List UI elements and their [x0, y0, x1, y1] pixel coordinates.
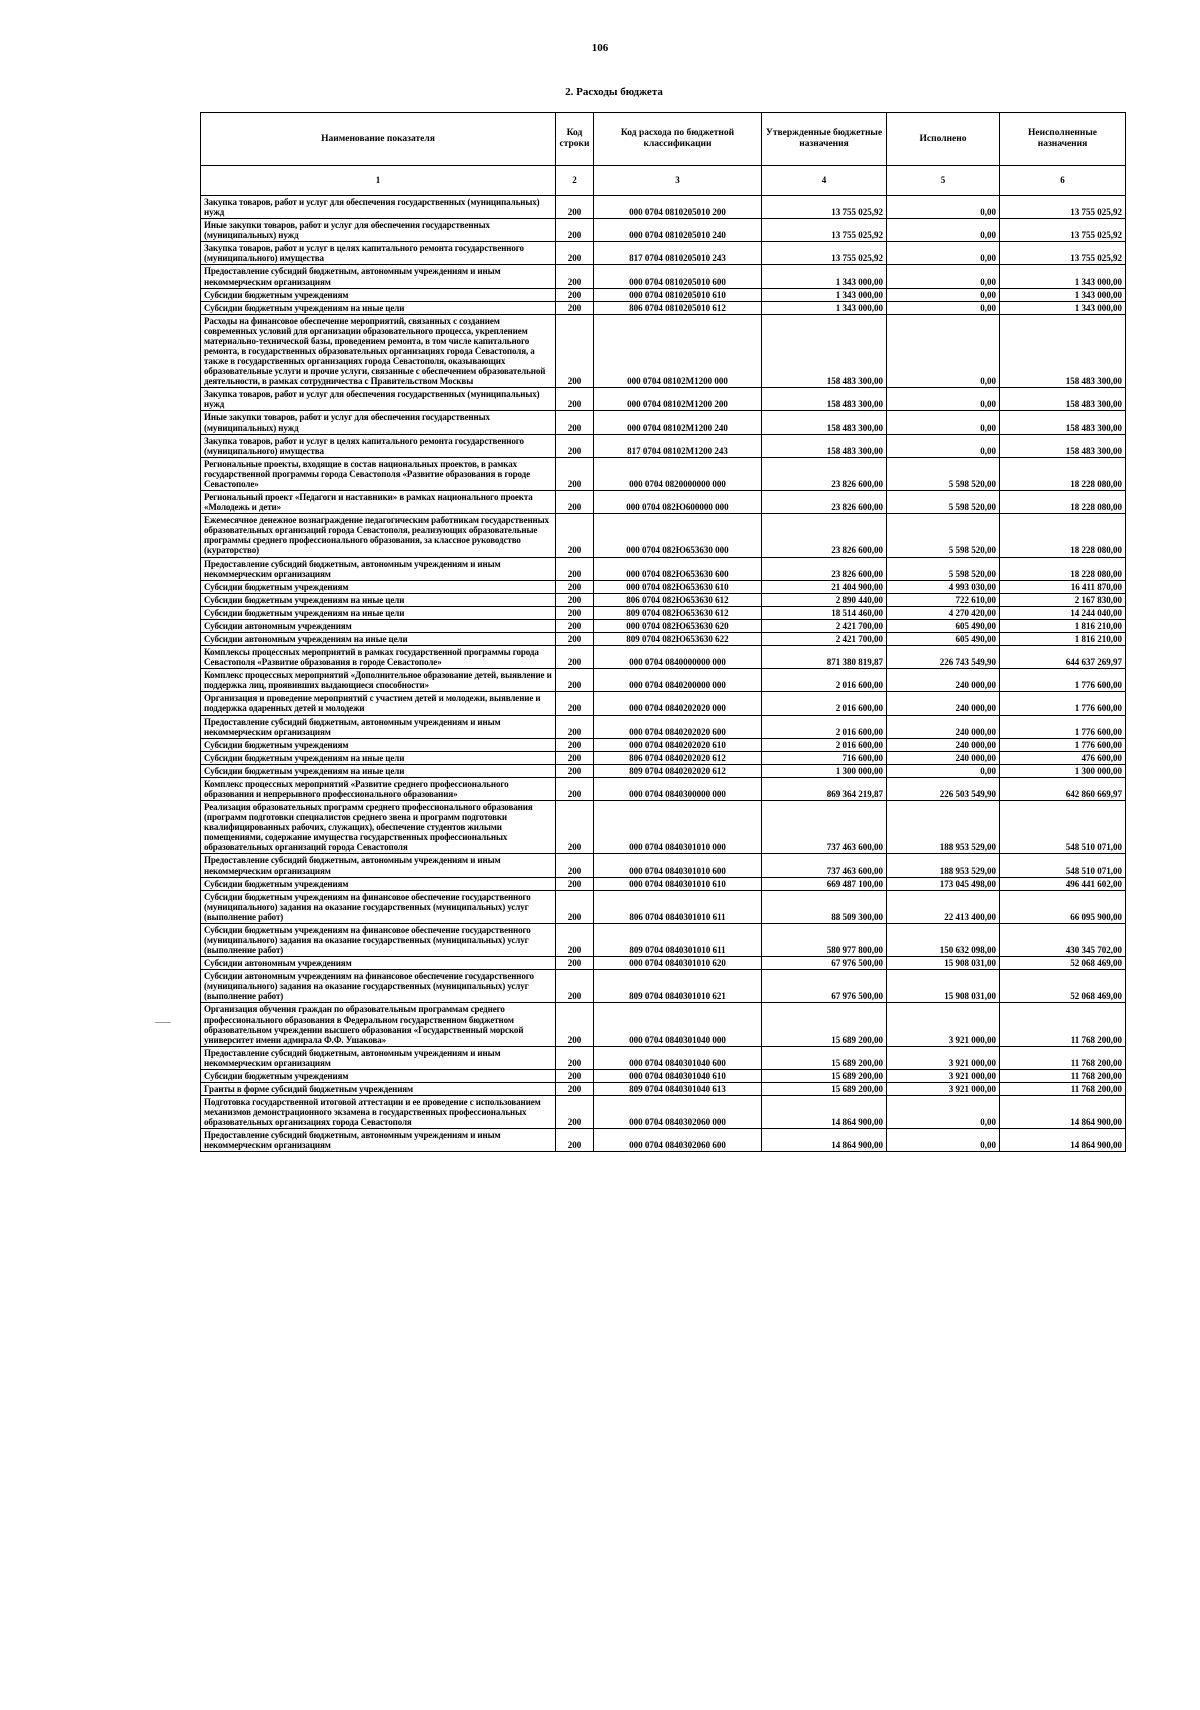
row-budget-code: 000 0704 0820000000 000	[594, 457, 762, 490]
row-budget-code: 809 0704 0840202020 612	[594, 764, 762, 777]
row-name: Подготовка государственной итоговой аттестации и ее проведение с использованием механизмов демонстрационного экзамена в государственных профессиональных образовательных организациях города Севастополя	[201, 1096, 556, 1129]
header-name: Наименование показателя	[201, 113, 556, 166]
row-unexecuted-amount: 52 068 469,00	[1000, 957, 1126, 970]
row-name: Иные закупки товаров, работ и услуг для обеспечения государственных (муниципальных) нужд	[201, 411, 556, 434]
row-approved-amount: 1 343 000,00	[762, 301, 887, 314]
table-row	[201, 619, 1126, 632]
row-name: Субсидии бюджетным учреждениям	[201, 1069, 556, 1082]
row-unexecuted-amount: 1 343 000,00	[1000, 265, 1126, 288]
row-budget-code: 000 0704 0840301010 610	[594, 877, 762, 890]
row-name: Субсидии автономным учреждениям на иные цели	[201, 632, 556, 645]
row-unexecuted-amount: 158 483 300,00	[1000, 411, 1126, 434]
column-number: 5	[887, 166, 1000, 196]
row-unexecuted-amount: 66 095 900,00	[1000, 890, 1126, 923]
row-line-code: 200	[556, 646, 594, 669]
row-name: Организация обучения граждан по образовательным программам среднего профессионального образования в Федеральном государственном бюджетном образовательном учреждении высшего образования «Государственный морской университет имени адмирала Ф.Ф. Ушакова»	[201, 1003, 556, 1046]
row-approved-amount: 15 689 200,00	[762, 1083, 887, 1096]
row-name: Субсидии бюджетным учреждениям	[201, 288, 556, 301]
row-approved-amount: 1 343 000,00	[762, 265, 887, 288]
row-line-code: 200	[556, 288, 594, 301]
row-budget-code: 809 0704 0840301010 611	[594, 923, 762, 956]
row-executed-amount: 0,00	[887, 219, 1000, 242]
row-budget-code: 000 0704 08102М1200 000	[594, 314, 762, 388]
row-budget-code: 000 0704 0840202020 600	[594, 715, 762, 738]
row-line-code: 200	[556, 514, 594, 557]
row-name: Иные закупки товаров, работ и услуг для обеспечения государственных (муниципальных) нужд	[201, 219, 556, 242]
row-line-code: 200	[556, 1083, 594, 1096]
row-approved-amount: 2 421 700,00	[762, 619, 887, 632]
row-budget-code: 000 0704 0840301010 620	[594, 957, 762, 970]
row-line-code: 200	[556, 606, 594, 619]
row-approved-amount: 23 826 600,00	[762, 557, 887, 580]
row-executed-amount: 240 000,00	[887, 692, 1000, 715]
row-budget-code: 000 0704 082Ю653630 620	[594, 619, 762, 632]
row-approved-amount: 871 380 819,87	[762, 646, 887, 669]
row-unexecuted-amount: 14 864 900,00	[1000, 1129, 1126, 1152]
table-row	[201, 411, 1126, 434]
row-executed-amount: 5 598 520,00	[887, 457, 1000, 490]
row-executed-amount: 188 953 529,00	[887, 801, 1000, 854]
table-row	[201, 970, 1126, 1003]
row-line-code: 200	[556, 970, 594, 1003]
row-unexecuted-amount: 644 637 269,97	[1000, 646, 1126, 669]
row-unexecuted-amount: 1 343 000,00	[1000, 288, 1126, 301]
column-number: 1	[201, 166, 556, 196]
row-line-code: 200	[556, 692, 594, 715]
row-executed-amount: 240 000,00	[887, 751, 1000, 764]
row-executed-amount: 3 921 000,00	[887, 1083, 1000, 1096]
table-row	[201, 491, 1126, 514]
row-approved-amount: 88 509 300,00	[762, 890, 887, 923]
table-row	[201, 288, 1126, 301]
row-unexecuted-amount: 548 510 071,00	[1000, 801, 1126, 854]
row-unexecuted-amount: 18 228 080,00	[1000, 557, 1126, 580]
row-budget-code: 000 0704 0840300000 000	[594, 777, 762, 800]
row-name: Субсидии автономным учреждениям	[201, 619, 556, 632]
row-budget-code: 000 0704 0840202020 610	[594, 738, 762, 751]
table-row	[201, 301, 1126, 314]
row-executed-amount: 22 413 400,00	[887, 890, 1000, 923]
row-unexecuted-amount: 1 343 000,00	[1000, 301, 1126, 314]
table-row	[201, 242, 1126, 265]
table-row	[201, 593, 1126, 606]
row-unexecuted-amount: 158 483 300,00	[1000, 434, 1126, 457]
table-row	[201, 751, 1126, 764]
row-unexecuted-amount: 13 755 025,92	[1000, 242, 1126, 265]
row-unexecuted-amount: 158 483 300,00	[1000, 314, 1126, 388]
row-approved-amount: 158 483 300,00	[762, 314, 887, 388]
row-budget-code: 806 0704 0840301010 611	[594, 890, 762, 923]
row-line-code: 200	[556, 196, 594, 219]
row-budget-code: 000 0704 0810205010 600	[594, 265, 762, 288]
row-line-code: 200	[556, 632, 594, 645]
row-approved-amount: 2 016 600,00	[762, 715, 887, 738]
row-unexecuted-amount: 18 228 080,00	[1000, 457, 1126, 490]
row-line-code: 200	[556, 580, 594, 593]
row-line-code: 200	[556, 1069, 594, 1082]
row-budget-code: 809 0704 0840301010 621	[594, 970, 762, 1003]
row-budget-code: 000 0704 0840301040 000	[594, 1003, 762, 1046]
table-row	[201, 669, 1126, 692]
row-approved-amount: 14 864 900,00	[762, 1129, 887, 1152]
table-row	[201, 632, 1126, 645]
row-name: Комплекс процессных мероприятий «Развитие среднего профессионального образования и непрерывного профессионального образования»	[201, 777, 556, 800]
row-budget-code: 806 0704 0810205010 612	[594, 301, 762, 314]
row-approved-amount: 669 487 100,00	[762, 877, 887, 890]
row-line-code: 200	[556, 593, 594, 606]
row-executed-amount: 240 000,00	[887, 715, 1000, 738]
row-approved-amount: 21 404 900,00	[762, 580, 887, 593]
table-row	[201, 1129, 1126, 1152]
row-name: Закупка товаров, работ и услуг для обеспечения государственных (муниципальных) нужд	[201, 196, 556, 219]
table-row	[201, 738, 1126, 751]
row-budget-code: 000 0704 0840301040 610	[594, 1069, 762, 1082]
row-budget-code: 817 0704 08102М1200 243	[594, 434, 762, 457]
row-budget-code: 000 0704 0810205010 240	[594, 219, 762, 242]
row-line-code: 200	[556, 1129, 594, 1152]
row-unexecuted-amount: 430 345 702,00	[1000, 923, 1126, 956]
row-executed-amount: 226 743 549,90	[887, 646, 1000, 669]
row-budget-code: 809 0704 0840301040 613	[594, 1083, 762, 1096]
row-name: Субсидии бюджетным учреждениям на иные цели	[201, 606, 556, 619]
row-name: Гранты в форме субсидий бюджетным учреждениям	[201, 1083, 556, 1096]
row-unexecuted-amount: 11 768 200,00	[1000, 1046, 1126, 1069]
row-approved-amount: 15 689 200,00	[762, 1069, 887, 1082]
page-number: 106	[591, 42, 609, 54]
row-name: Субсидии автономным учреждениям на финансовое обеспечение государственного (муниципального) задания на оказание государственных (муниципальных) услуг (выполнение работ)	[201, 970, 556, 1003]
row-line-code: 200	[556, 738, 594, 751]
row-unexecuted-amount: 496 441 602,00	[1000, 877, 1126, 890]
row-executed-amount: 226 503 549,90	[887, 777, 1000, 800]
row-line-code: 200	[556, 957, 594, 970]
row-approved-amount: 158 483 300,00	[762, 411, 887, 434]
row-approved-amount: 580 977 800,00	[762, 923, 887, 956]
row-line-code: 200	[556, 388, 594, 411]
row-executed-amount: 722 610,00	[887, 593, 1000, 606]
row-approved-amount: 1 300 000,00	[762, 764, 887, 777]
table-row	[201, 196, 1126, 219]
table-row	[201, 557, 1126, 580]
row-name: Закупка товаров, работ и услуг для обеспечения государственных (муниципальных) нужд	[201, 388, 556, 411]
row-budget-code: 000 0704 0840302060 600	[594, 1129, 762, 1152]
row-approved-amount: 158 483 300,00	[762, 434, 887, 457]
row-unexecuted-amount: 14 244 040,00	[1000, 606, 1126, 619]
row-name: Региональные проекты, входящие в состав национальных проектов, в рамках государственной программы города Севастополя «Развитие образования в городе Севастополе»	[201, 457, 556, 490]
row-approved-amount: 14 864 900,00	[762, 1096, 887, 1129]
row-executed-amount: 0,00	[887, 411, 1000, 434]
row-executed-amount: 3 921 000,00	[887, 1003, 1000, 1046]
row-unexecuted-amount: 1 300 000,00	[1000, 764, 1126, 777]
row-line-code: 200	[556, 411, 594, 434]
table-row	[201, 457, 1126, 490]
header-row	[201, 113, 1126, 166]
row-name: Региональный проект «Педагоги и наставники» в рамках национального проекта «Молодежь и дети»	[201, 491, 556, 514]
row-executed-amount: 0,00	[887, 1096, 1000, 1129]
row-approved-amount: 2 016 600,00	[762, 669, 887, 692]
row-name: Закупка товаров, работ и услуг в целях капитального ремонта государственного (муниципального) имущества	[201, 434, 556, 457]
row-budget-code: 000 0704 082Ю653630 600	[594, 557, 762, 580]
row-approved-amount: 158 483 300,00	[762, 388, 887, 411]
row-name: Субсидии бюджетным учреждениям	[201, 738, 556, 751]
row-executed-amount: 5 598 520,00	[887, 557, 1000, 580]
column-number: 3	[594, 166, 762, 196]
row-name: Комплекс процессных мероприятий «Дополнительное образование детей, выявление и поддержка лиц, проявивших выдающиеся способности»	[201, 669, 556, 692]
table-row	[201, 314, 1126, 388]
row-budget-code: 000 0704 0810205010 610	[594, 288, 762, 301]
row-name: Субсидии автономным учреждениям	[201, 957, 556, 970]
row-unexecuted-amount: 14 864 900,00	[1000, 1096, 1126, 1129]
row-unexecuted-amount: 11 768 200,00	[1000, 1083, 1126, 1096]
row-name: Предоставление субсидий бюджетным, автономным учреждениям и иным некоммерческим организациям	[201, 1046, 556, 1069]
row-budget-code: 000 0704 0840000000 000	[594, 646, 762, 669]
row-name: Субсидии бюджетным учреждениям на иные цели	[201, 764, 556, 777]
row-budget-code: 000 0704 0840202020 000	[594, 692, 762, 715]
row-executed-amount: 15 908 031,00	[887, 970, 1000, 1003]
row-executed-amount: 188 953 529,00	[887, 854, 1000, 877]
row-unexecuted-amount: 476 600,00	[1000, 751, 1126, 764]
table-row	[201, 434, 1126, 457]
row-executed-amount: 0,00	[887, 196, 1000, 219]
column-number-row	[201, 166, 1126, 196]
row-line-code: 200	[556, 457, 594, 490]
row-approved-amount: 15 689 200,00	[762, 1003, 887, 1046]
row-approved-amount: 67 976 500,00	[762, 970, 887, 1003]
row-name: Субсидии бюджетным учреждениям	[201, 580, 556, 593]
row-executed-amount: 0,00	[887, 388, 1000, 411]
row-name: Закупка товаров, работ и услуг в целях капитального ремонта государственного (муниципального) имущества	[201, 242, 556, 265]
table-row	[201, 580, 1126, 593]
table-row	[201, 514, 1126, 557]
row-line-code: 200	[556, 777, 594, 800]
row-line-code: 200	[556, 1096, 594, 1129]
row-executed-amount: 240 000,00	[887, 669, 1000, 692]
row-budget-code: 809 0704 082Ю653630 612	[594, 606, 762, 619]
row-budget-code: 000 0704 0840301010 000	[594, 801, 762, 854]
row-budget-code: 000 0704 08102М1200 240	[594, 411, 762, 434]
row-name: Реализация образовательных программ среднего профессионального образования (программ подготовки специалистов среднего звена и программ подготовки квалифицированных рабочих, служащих), обеспечение студентов жилыми помещениями, содержание имущества государственных профессиональных образовательных организаций города Севастополя	[201, 801, 556, 854]
table-row	[201, 388, 1126, 411]
header-budget-code: Код расхода по бюджетной классификации	[594, 113, 762, 166]
row-unexecuted-amount: 11 768 200,00	[1000, 1069, 1126, 1082]
table-body	[201, 196, 1126, 1152]
row-approved-amount: 2 016 600,00	[762, 692, 887, 715]
row-executed-amount: 0,00	[887, 301, 1000, 314]
row-executed-amount: 0,00	[887, 288, 1000, 301]
expenditure-table	[200, 112, 1126, 1152]
row-name: Ежемесячное денежное вознаграждение педагогическим работникам государственных образовательных организаций города Севастополя, реализующих образовательные программы среднего профессионального образования, за классное руководство (кураторство)	[201, 514, 556, 557]
row-line-code: 200	[556, 890, 594, 923]
row-executed-amount: 0,00	[887, 314, 1000, 388]
column-number: 6	[1000, 166, 1126, 196]
row-budget-code: 000 0704 0810205010 200	[594, 196, 762, 219]
row-executed-amount: 5 598 520,00	[887, 491, 1000, 514]
row-line-code: 200	[556, 751, 594, 764]
row-approved-amount: 737 463 600,00	[762, 801, 887, 854]
row-line-code: 200	[556, 219, 594, 242]
row-name: Субсидии бюджетным учреждениям на иные цели	[201, 751, 556, 764]
header-unexecuted: Неисполненные назначения	[1000, 113, 1126, 166]
row-approved-amount: 23 826 600,00	[762, 457, 887, 490]
row-executed-amount: 5 598 520,00	[887, 514, 1000, 557]
row-approved-amount: 23 826 600,00	[762, 514, 887, 557]
row-name: Организация и проведение мероприятий с участием детей и молодежи, выявление и поддержка одаренных детей и молодежи	[201, 692, 556, 715]
header-approved: Утвержденные бюджетные назначения	[762, 113, 887, 166]
row-approved-amount: 2 016 600,00	[762, 738, 887, 751]
row-executed-amount: 173 045 498,00	[887, 877, 1000, 890]
row-name: Субсидии бюджетным учреждениям	[201, 877, 556, 890]
table-row	[201, 1096, 1126, 1129]
row-line-code: 200	[556, 669, 594, 692]
row-budget-code: 000 0704 082Ю600000 000	[594, 491, 762, 514]
row-unexecuted-amount: 13 755 025,92	[1000, 196, 1126, 219]
table-row	[201, 801, 1126, 854]
row-budget-code: 817 0704 0810205010 243	[594, 242, 762, 265]
row-approved-amount: 2 890 440,00	[762, 593, 887, 606]
row-line-code: 200	[556, 764, 594, 777]
row-executed-amount: 605 490,00	[887, 632, 1000, 645]
row-executed-amount: 4 270 420,00	[887, 606, 1000, 619]
row-line-code: 200	[556, 715, 594, 738]
table-row	[201, 1083, 1126, 1096]
row-approved-amount: 716 600,00	[762, 751, 887, 764]
row-unexecuted-amount: 1 776 600,00	[1000, 715, 1126, 738]
row-approved-amount: 23 826 600,00	[762, 491, 887, 514]
table-row	[201, 219, 1126, 242]
margin-mark	[155, 1022, 171, 1023]
row-approved-amount: 13 755 025,92	[762, 219, 887, 242]
row-unexecuted-amount: 16 411 870,00	[1000, 580, 1126, 593]
row-unexecuted-amount: 642 860 669,97	[1000, 777, 1126, 800]
row-unexecuted-amount: 11 768 200,00	[1000, 1003, 1126, 1046]
row-line-code: 200	[556, 877, 594, 890]
row-line-code: 200	[556, 1046, 594, 1069]
row-name: Комплексы процессных мероприятий в рамках государственной программы города Севастополя «Развитие образования в городе Севастополе»	[201, 646, 556, 669]
row-budget-code: 000 0704 0840200000 000	[594, 669, 762, 692]
row-name: Предоставление субсидий бюджетным, автономным учреждениям и иным некоммерческим организациям	[201, 854, 556, 877]
table-row	[201, 877, 1126, 890]
table-row	[201, 764, 1126, 777]
row-executed-amount: 3 921 000,00	[887, 1069, 1000, 1082]
row-approved-amount: 15 689 200,00	[762, 1046, 887, 1069]
table-row	[201, 1003, 1126, 1046]
row-budget-code: 809 0704 082Ю653630 622	[594, 632, 762, 645]
row-line-code: 200	[556, 314, 594, 388]
row-budget-code: 806 0704 082Ю653630 612	[594, 593, 762, 606]
row-approved-amount: 67 976 500,00	[762, 957, 887, 970]
page-title: 2. Расходы бюджета	[565, 86, 663, 98]
row-name: Предоставление субсидий бюджетным, автономным учреждениям и иным некоммерческим организациям	[201, 715, 556, 738]
row-budget-code: 000 0704 082Ю653630 000	[594, 514, 762, 557]
row-approved-amount: 13 755 025,92	[762, 196, 887, 219]
row-line-code: 200	[556, 242, 594, 265]
row-unexecuted-amount: 52 068 469,00	[1000, 970, 1126, 1003]
row-budget-code: 000 0704 0840301040 600	[594, 1046, 762, 1069]
table-row	[201, 606, 1126, 619]
header-line-code: Код строки	[556, 113, 594, 166]
row-line-code: 200	[556, 301, 594, 314]
row-unexecuted-amount: 18 228 080,00	[1000, 514, 1126, 557]
table-row	[201, 1046, 1126, 1069]
table-row	[201, 923, 1126, 956]
row-line-code: 200	[556, 491, 594, 514]
table-row	[201, 646, 1126, 669]
row-executed-amount: 150 632 098,00	[887, 923, 1000, 956]
table-row	[201, 692, 1126, 715]
row-unexecuted-amount: 1 816 210,00	[1000, 619, 1126, 632]
row-approved-amount: 737 463 600,00	[762, 854, 887, 877]
row-unexecuted-amount: 1 776 600,00	[1000, 692, 1126, 715]
row-budget-code: 000 0704 0840302060 000	[594, 1096, 762, 1129]
row-line-code: 200	[556, 854, 594, 877]
row-name: Субсидии бюджетным учреждениям на иные цели	[201, 593, 556, 606]
table-row	[201, 957, 1126, 970]
row-executed-amount: 605 490,00	[887, 619, 1000, 632]
row-name: Предоставление субсидий бюджетным, автономным учреждениям и иным некоммерческим организациям	[201, 265, 556, 288]
row-line-code: 200	[556, 557, 594, 580]
row-executed-amount: 4 993 030,00	[887, 580, 1000, 593]
row-budget-code: 000 0704 082Ю653630 610	[594, 580, 762, 593]
row-name: Субсидии бюджетным учреждениям на финансовое обеспечение государственного (муниципального) задания на оказание государственных (муниципальных) услуг (выполнение работ)	[201, 890, 556, 923]
row-name: Предоставление субсидий бюджетным, автономным учреждениям и иным некоммерческим организациям	[201, 1129, 556, 1152]
row-unexecuted-amount: 13 755 025,92	[1000, 219, 1126, 242]
row-executed-amount: 0,00	[887, 242, 1000, 265]
table-row	[201, 890, 1126, 923]
row-line-code: 200	[556, 265, 594, 288]
row-approved-amount: 1 343 000,00	[762, 288, 887, 301]
row-approved-amount: 2 421 700,00	[762, 632, 887, 645]
row-unexecuted-amount: 1 776 600,00	[1000, 738, 1126, 751]
row-executed-amount: 240 000,00	[887, 738, 1000, 751]
row-executed-amount: 0,00	[887, 434, 1000, 457]
row-line-code: 200	[556, 1003, 594, 1046]
row-approved-amount: 13 755 025,92	[762, 242, 887, 265]
row-line-code: 200	[556, 619, 594, 632]
row-name: Субсидии бюджетным учреждениям на финансовое обеспечение государственного (муниципального) задания на оказание государственных (муниципальных) услуг (выполнение работ)	[201, 923, 556, 956]
row-line-code: 200	[556, 434, 594, 457]
row-budget-code: 000 0704 08102М1200 200	[594, 388, 762, 411]
row-approved-amount: 869 364 219,87	[762, 777, 887, 800]
row-budget-code: 806 0704 0840202020 612	[594, 751, 762, 764]
row-executed-amount: 0,00	[887, 265, 1000, 288]
row-line-code: 200	[556, 923, 594, 956]
row-line-code: 200	[556, 801, 594, 854]
column-number: 4	[762, 166, 887, 196]
row-unexecuted-amount: 2 167 830,00	[1000, 593, 1126, 606]
table-row	[201, 265, 1126, 288]
row-name: Расходы на финансовое обеспечение мероприятий, связанных с созданием современных условий для организации образовательного процесса, укреплением материально-технической базы, проведением ремонта, в том числе капитального ремонта, в государственных образовательных организациях города Севастополя, а также в государственных организациях города Севастополя, оказывающих образовательные услуги и прочие услуги, связанные с обеспечением образовательной деятельности, в рамках сотрудничества с Правительством Москвы	[201, 314, 556, 388]
row-approved-amount: 18 514 460,00	[762, 606, 887, 619]
table-row	[201, 1069, 1126, 1082]
row-executed-amount: 15 908 031,00	[887, 957, 1000, 970]
row-unexecuted-amount: 1 816 210,00	[1000, 632, 1126, 645]
row-budget-code: 000 0704 0840301010 600	[594, 854, 762, 877]
header-executed: Исполнено	[887, 113, 1000, 166]
table-row	[201, 777, 1126, 800]
row-executed-amount: 0,00	[887, 1129, 1000, 1152]
row-executed-amount: 0,00	[887, 764, 1000, 777]
row-name: Предоставление субсидий бюджетным, автономным учреждениям и иным некоммерческим организациям	[201, 557, 556, 580]
column-number: 2	[556, 166, 594, 196]
row-unexecuted-amount: 1 776 600,00	[1000, 669, 1126, 692]
row-unexecuted-amount: 18 228 080,00	[1000, 491, 1126, 514]
row-name: Субсидии бюджетным учреждениям на иные цели	[201, 301, 556, 314]
row-unexecuted-amount: 548 510 071,00	[1000, 854, 1126, 877]
row-unexecuted-amount: 158 483 300,00	[1000, 388, 1126, 411]
table-row	[201, 854, 1126, 877]
row-executed-amount: 3 921 000,00	[887, 1046, 1000, 1069]
table-row	[201, 715, 1126, 738]
